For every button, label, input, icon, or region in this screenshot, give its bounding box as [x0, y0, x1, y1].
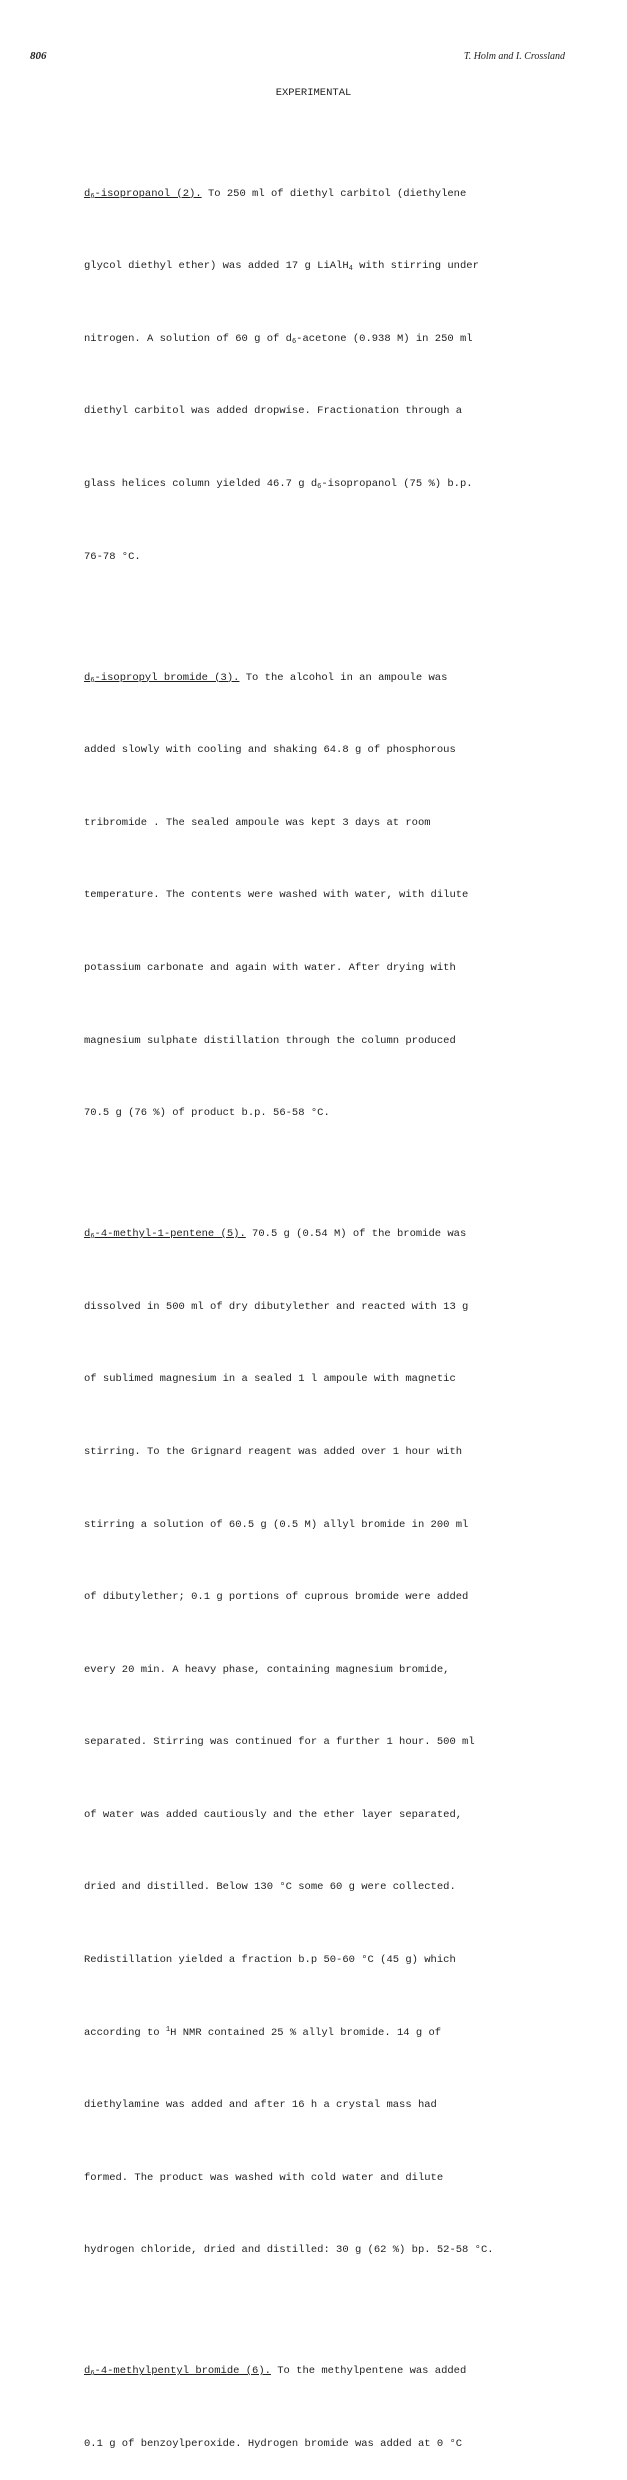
compound-heading: $d_6-4-methyl-1$-pentene (5). [84, 1228, 246, 1242]
text-line: tribromide . The sealed ampoule was kept 3 days at room [84, 816, 431, 829]
text-line: dried and distilled. Below 130 °C some 60 g were collected. [84, 1881, 456, 1894]
running-head: T. Holm and I. Crossland [463, 51, 565, 62]
text-line: glass helices column yielded 46.7 g $d_6$-isopropanol (75 %) b.p. [84, 477, 473, 491]
text-line: 76-78 °C. [84, 550, 141, 563]
text-line: hydrogen chloride, dried and distilled: 30 g (62 %) bp. 52-58 °C. [84, 2244, 494, 2257]
text-line: dissolved in 500 ml of dry dibutylether and reacted with 13 g [84, 1300, 469, 1313]
text-line: glycol diethyl ether) was added 17 g LiAlH$_4$ with stirring under [84, 260, 479, 274]
text-line: every 20 min. A heavy phase, containing magnesium bromide, [84, 1663, 450, 1676]
text-line: of sublimed magnesium in a sealed 1 l ampoule with magnetic [84, 1373, 456, 1386]
text-line: $d_6$-isopropanol (2). To 250 ml of diethyl carbitol (diethylene [84, 187, 467, 201]
compound-heading: $d_6$-isopropanol (2). [84, 187, 202, 201]
compound-heading: $d_6-4$-methylpentyl bromide (6). [84, 2365, 271, 2379]
page-number: 806 [30, 50, 47, 62]
text-line: formed. The product was washed with cold water and dilute [84, 2171, 444, 2184]
text-line: nitrogen. A solution of 60 g of $d_6$-acetone (0.938 M) in 250 ml [84, 332, 473, 346]
text-line: $d_6-4$-methylpentyl bromide (6). To the methylpentene was added [84, 2365, 467, 2379]
text-line: $d_6-4-methyl-1$-pentene (5). 70.5 g (0.54 M) of the bromide was [84, 1228, 467, 1242]
text-line: diethyl carbitol was added dropwise. Fractionation through a [84, 405, 463, 418]
text-line: diethylamine was added and after 16 h a crystal mass had [84, 2099, 437, 2112]
text-line: according to $^1$H NMR contained 25 % allyl bromide. 14 g of [84, 2025, 442, 2039]
text-line: added slowly with cooling and shaking 64.8 g of phosphorous [84, 744, 456, 757]
compound-heading: $d_6$-isopropyl bromide (3). [84, 671, 240, 685]
text-line: of dibutylether; 0.1 g portions of cuprous bromide were added [84, 1591, 469, 1604]
text-line: of water was added cautiously and the ether layer separated, [84, 1808, 463, 1821]
text-line: 0.1 g of benzoylperoxide. Hydrogen bromide was added at 0 °C [84, 2438, 463, 2451]
text-line: magnesium sulphate distillation through the column produced [84, 1034, 456, 1047]
section-heading: EXPERIMENTAL [275, 87, 352, 99]
text-line: stirring a solution of 60.5 g (0.5 M) allyl bromide in 200 ml [84, 1518, 469, 1531]
text-line: temperature. The contents were washed with water, with dilute [84, 889, 469, 902]
text-line: separated. Stirring was continued for a further 1 hour. 500 ml [84, 1736, 475, 1749]
text-line: $d_6$-isopropyl bromide (3). To the alcohol in an ampoule was [84, 671, 448, 685]
text-line: stirring. To the Grignard reagent was added over 1 hour with [84, 1445, 463, 1458]
text-line: Redistillation yielded a fraction b.p 50-60 °C (45 g) which [84, 1954, 456, 1967]
experimental-text [84, 109, 584, 2480]
text-line: 70.5 g (76 %) of product b.p. 56-58 °C. [84, 1107, 330, 1120]
text-line: potassium carbonate and again with water. After drying with [84, 961, 456, 974]
